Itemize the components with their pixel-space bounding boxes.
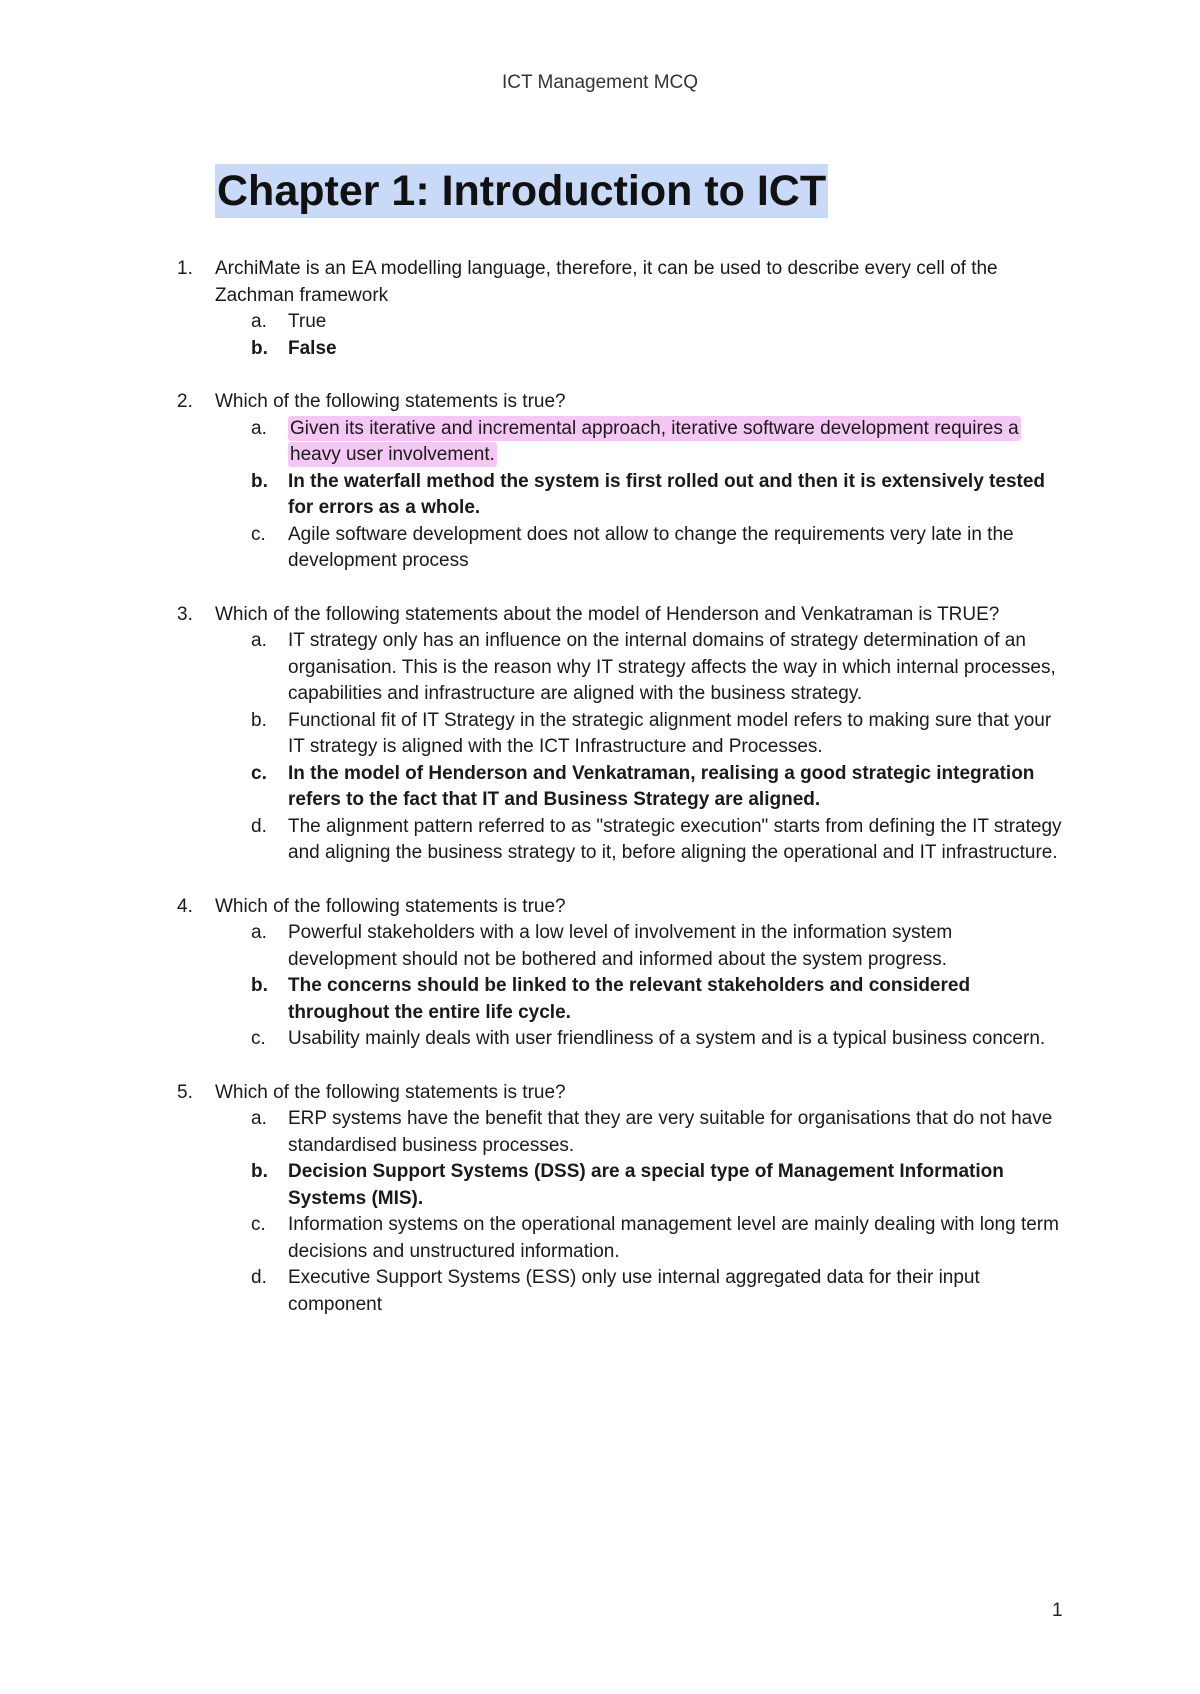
question-number: 3. — [177, 603, 193, 625]
option-text: In the waterfall method the system is first rolled out and then it is extensively tested for errors as a whole. — [288, 470, 1046, 518]
option-letter: c. — [251, 523, 266, 545]
question-text: ArchiMate is an EA modelling language, therefore, it can be used to describe every cell of the Zachman framework — [215, 258, 998, 306]
answer-options — [215, 1106, 1065, 1318]
option-text: Powerful stakeholders with a low level of involvement in the information system development should not be bothered and informed about the system progress. — [288, 922, 953, 970]
answer-option — [251, 920, 1065, 973]
answer-option — [251, 1212, 1065, 1265]
option-text: True — [288, 311, 327, 332]
option-text: ERP systems have the benefit that they are very suitable for organisations that do not have standardised business processes. — [288, 1108, 1053, 1156]
answer-option — [251, 628, 1065, 708]
answer-option — [251, 1026, 1065, 1053]
option-text: Executive Support Systems (ESS) only use internal aggregated data for their input component — [288, 1267, 980, 1315]
chapter-title: Chapter 1: Introduction to ICT — [215, 164, 828, 218]
question-item — [177, 602, 1065, 867]
option-letter: c. — [251, 762, 267, 784]
question-text: Which of the following statements is true? — [215, 1081, 566, 1103]
answer-option — [251, 309, 1065, 336]
answer-option-correct — [251, 469, 1065, 522]
option-letter: a. — [251, 922, 267, 943]
answer-options — [215, 920, 1065, 1053]
answer-option — [251, 416, 1065, 469]
option-letter: b. — [251, 975, 268, 996]
option-letter: b. — [251, 337, 268, 359]
answer-option — [251, 1106, 1065, 1159]
answer-option — [251, 708, 1065, 761]
answer-options — [215, 416, 1065, 575]
option-text: Usability mainly deals with user friendliness of a system and is a typical business concern. — [288, 1028, 1046, 1049]
option-text: The concerns should be linked to the relevant stakeholders and considered throughout the entire life cycle. — [288, 975, 971, 1023]
question-text: Which of the following statements is true? — [215, 391, 566, 412]
answer-option-correct — [251, 973, 1065, 1026]
option-letter: a. — [251, 1108, 267, 1129]
question-number: 4. — [177, 895, 193, 917]
option-text: False — [288, 337, 337, 359]
question-number: 5. — [177, 1081, 193, 1103]
option-letter: b. — [251, 1161, 268, 1182]
answer-options — [215, 628, 1065, 867]
option-text: The alignment pattern referred to as "strategic execution" starts from defining the IT strategy and aligning the business strategy to it, before aligning the operational and IT infrastructure. — [288, 815, 1062, 863]
option-letter: c. — [251, 1214, 266, 1235]
question-list — [177, 256, 1065, 1318]
option-text: Information systems on the operational management level are mainly dealing with long term decisions and unstructured information. — [288, 1214, 1059, 1262]
option-letter: b. — [251, 470, 268, 492]
question-number: 1. — [177, 258, 193, 279]
option-text: In the model of Henderson and Venkatraman, realising a good strategic integration refers to the fact that IT and Business Strategy are aligned. — [288, 762, 1035, 810]
document-body — [177, 164, 1065, 1345]
option-text-highlighted: Given its iterative and incremental approach, iterative software development requires a heavy user involvement. — [290, 417, 1019, 465]
question-text: Which of the following statements about the model of Henderson and Venkatraman is TRUE? — [215, 603, 1000, 625]
answer-option-correct — [251, 1159, 1065, 1212]
option-text: IT strategy only has an influence on the internal domains of strategy determination of an organisation. This is the reason why IT strategy affects the way in which internal processes, capabilities and infrastructure are aligned with the business strategy. — [288, 630, 1056, 704]
page-number: 1 — [1052, 1600, 1063, 1621]
option-letter: b. — [251, 709, 267, 731]
question-item — [177, 1080, 1065, 1319]
option-text: Decision Support Systems (DSS) are a special type of Management Information Systems (MIS). — [288, 1161, 1004, 1209]
question-item — [177, 389, 1065, 575]
answer-options — [215, 309, 1065, 362]
question-text: Which of the following statements is true? — [215, 895, 566, 917]
option-text: Agile software development does not allow to change the requirements very late in the development process — [288, 523, 1014, 571]
option-letter: a. — [251, 311, 267, 332]
option-letter: d. — [251, 815, 267, 837]
option-letter: c. — [251, 1028, 266, 1049]
answer-option-correct — [251, 761, 1065, 814]
option-letter: d. — [251, 1267, 267, 1288]
question-item — [177, 894, 1065, 1053]
question-number: 2. — [177, 391, 193, 412]
option-letter: a. — [251, 630, 267, 651]
option-letter: a. — [251, 417, 267, 439]
answer-option — [251, 1265, 1065, 1318]
option-text: Functional fit of IT Strategy in the strategic alignment model refers to making sure that your IT strategy is aligned with the ICT Infrastructure and Processes. — [288, 709, 1052, 757]
question-item — [177, 256, 1065, 362]
answer-option — [251, 522, 1065, 575]
answer-option-correct — [251, 336, 1065, 363]
page-header: ICT Management MCQ — [501, 72, 699, 93]
answer-option — [251, 814, 1065, 867]
